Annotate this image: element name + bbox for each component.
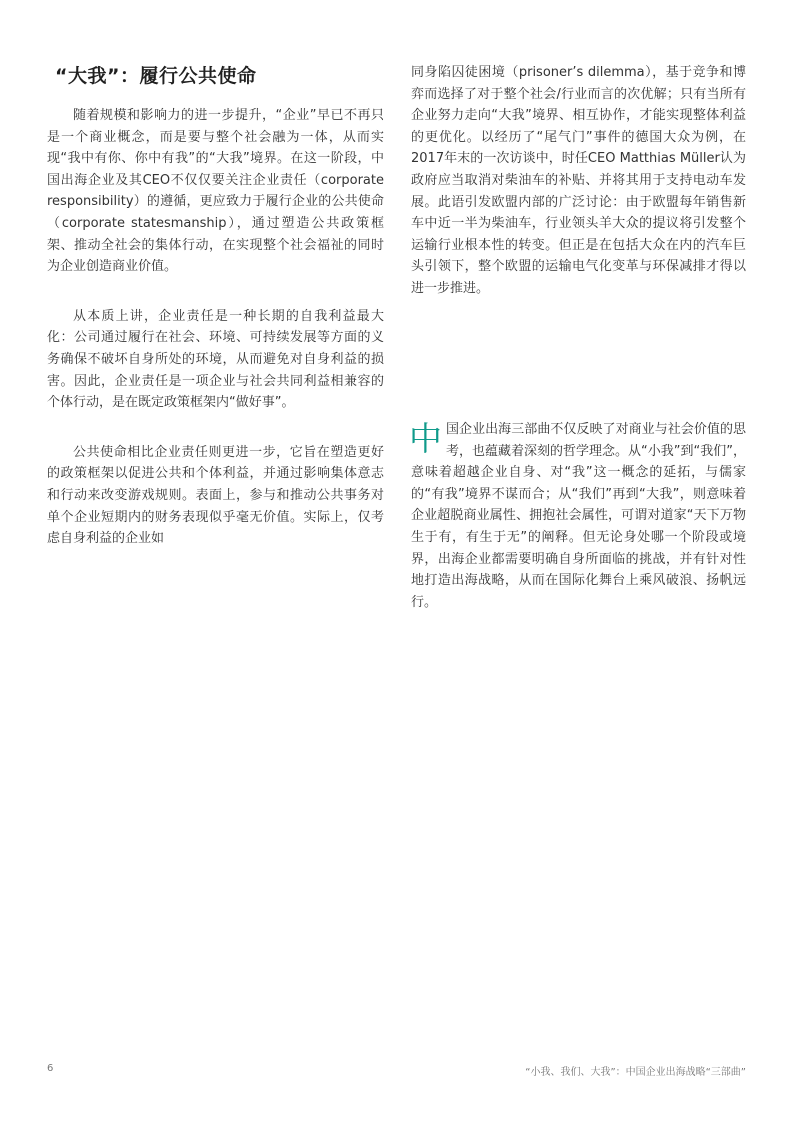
running-footer-title: “小我、我们、大我”：中国企业出海战略“三部曲”	[525, 1067, 746, 1078]
paragraph-conclusion	[411, 419, 746, 613]
right-column	[409, 62, 746, 610]
paragraph-public-mission: 公共使命相比企业责任则更进一步，它旨在塑造更好的政策框架以促进公共和个体利益，并通过影响集体意志和行动来改变游戏规则。表面上，参与和推动公共事务对单个企业短期内的财务表现似乎毫无价值。实际上，仅考虑自身利益的企业如	[47, 444, 384, 547]
section-heading: “大我”：履行公共使命	[55, 65, 257, 87]
left-column	[47, 62, 384, 550]
conclusion-text: 国企业出海三部曲不仅反映了对商业与社会价值的思考，也蕴藏着深刻的哲学理念。从“小我”到“我们”，意味着超越企业自身、对“我”这一概念的延拓，与儒家的“有我”境界不谋而合；从“我们”再到“大我”，则意味着企业超脱商业属性、拥抱社会属性，可谓对道家“天下万物生于有，有生于无”的阐释。但无论身处哪一个阶段或境界，出海企业都需要明确自身所面临的挑战，并有针对性地打造出海战略，从而在国际化舞台上乘风破浪、扬帆远行。	[411, 422, 746, 610]
page-number: 6	[47, 1063, 54, 1074]
paragraph-continuation: 同身陷囚徒困境（prisoner’s dilemma），基于竞争和博弈而选择了对于整个社会/行业而言的次优解；只有当所有企业努力走向“大我”境界、相互协作，才能实现整体利益的更优化。以经历了“尾气门”事件的德国大众为例，在2017年末的一次访谈中，时任CEO Matthias Müller认为政府应当取消对柴油车的补贴、并将其用于支持电动车发展。此语引发欧盟内部的广泛讨论：由于欧盟每年销售新车中近一半为柴油车，行业领头羊大众的提议将引发整个运输行业根本性的转变。但正是在包括大众在内的汽车巨头引领下，整个欧盟的运输电气化变革与环保减排才得以进一步推进。	[411, 65, 746, 296]
drop-cap: 中	[409, 419, 442, 458]
paragraph-intro: 随着规模和影响力的进一步提升，“企业”早已不再只是一个商业概念，而是要与整个社会融为一体，从而实现“我中有你、你中有我”的“大我”境界。在这一阶段，中国出海企业及其CEO不仅仅要关注企业责任（corporate responsibility）的遵循，更应致力于履行企业的公共使命（corporate statesmanship），通过塑造公共政策框架、推动全社会的集体行动，在实现整个社会福祉的同时为企业创造商业价值。	[47, 108, 384, 275]
conclusion-block	[411, 419, 746, 613]
paragraph-corporate-responsibility: 从本质上讲，企业责任是一种长期的自我利益最大化：公司通过履行在社会、环境、可持续发展等方面的义务确保不破坏自身所处的环境，从而避免对自身利益的损害。因此，企业责任是一项企业与社会共同利益相兼容的个体行动，是在既定政策框架内“做好事”。	[47, 308, 384, 411]
